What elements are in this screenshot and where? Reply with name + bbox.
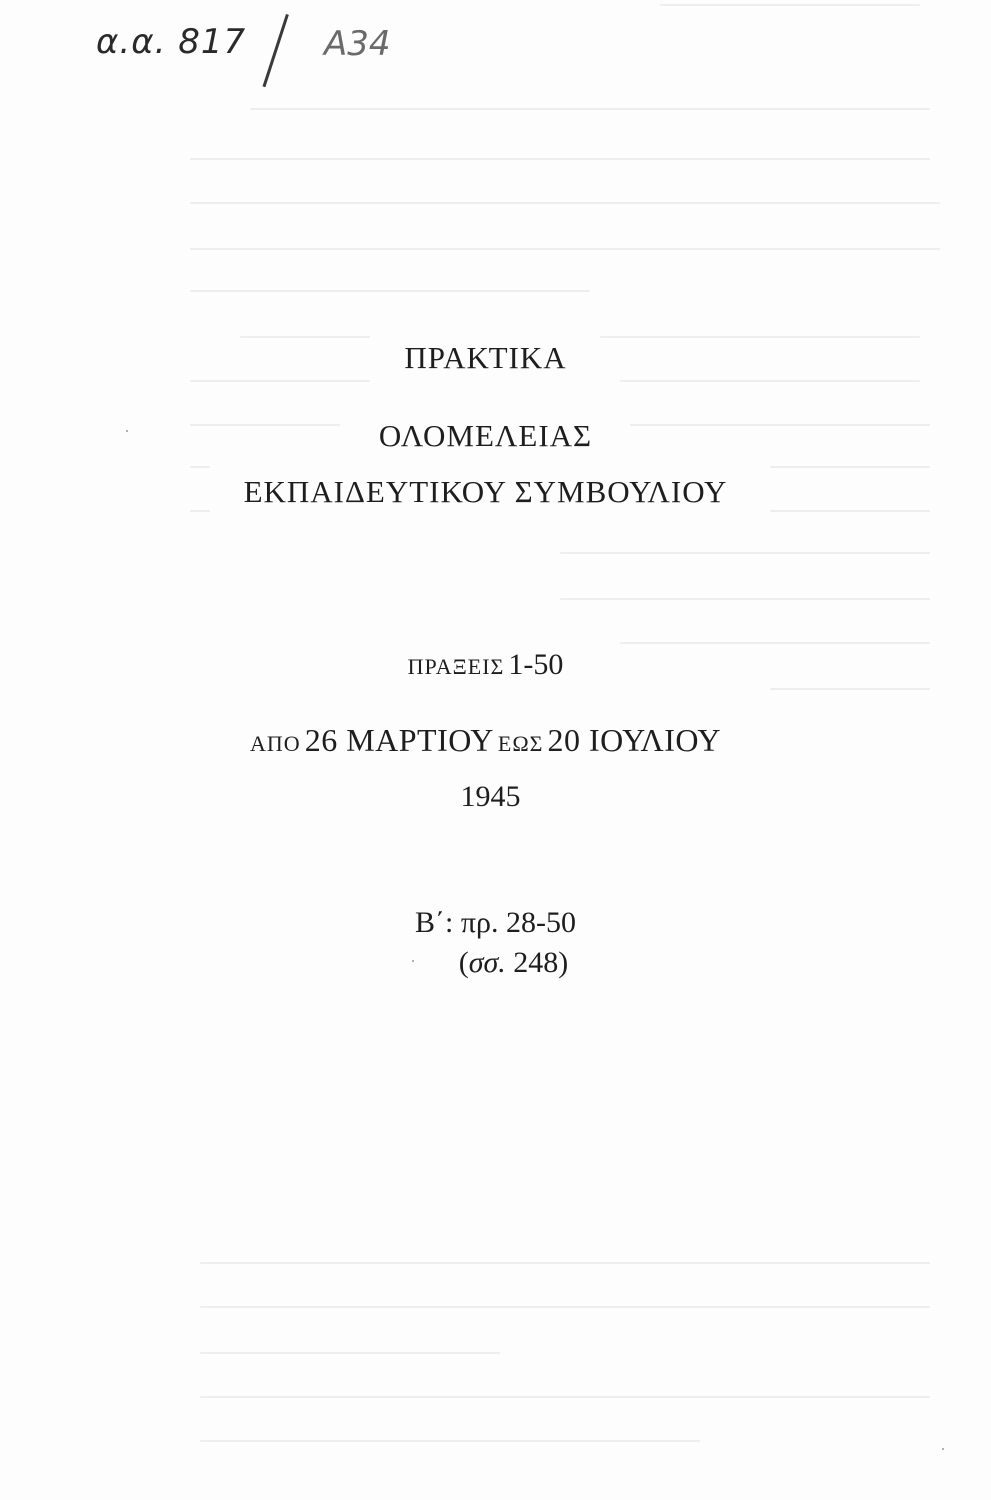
acts-range: 1-50 — [508, 648, 564, 681]
to-label: ΕΩΣ — [497, 731, 544, 756]
archive-code: Α34 — [324, 24, 391, 64]
handwritten-archive-mark — [96, 8, 426, 88]
speck — [126, 430, 128, 432]
acts-label: ΠΡΑΞΕΙΣ — [407, 654, 505, 679]
speck — [942, 1448, 944, 1450]
volume-label: Β΄: πρ. 28-50 — [415, 906, 576, 939]
year: 1945 — [460, 780, 521, 813]
from-label: ΑΠΟ — [250, 731, 301, 756]
document-title: ΠΡΑΚΤΙΚΑ — [404, 340, 567, 375]
archive-reference-number: α.α. 817 — [96, 22, 247, 62]
document-subtitle-line1: ΟΛΟΜΕΛΕΙΑΣ — [378, 418, 593, 453]
to-date: 20 ΙΟΥΛΙΟΥ — [547, 722, 721, 758]
acts-range-line — [0, 648, 981, 682]
pages-open-paren: ( — [458, 946, 469, 979]
speck — [412, 960, 414, 962]
document-subtitle-line2: ΕΚΠΑΙΔΕΥΤΙΚΟΥ ΣΥΜΒΟΥΛΙΟΥ — [243, 474, 728, 509]
pages-abbreviation: σσ. — [468, 946, 506, 979]
date-range-line — [0, 722, 981, 759]
handwritten-slash — [263, 14, 289, 87]
from-date: 26 ΜΑΡΤΙΟΥ — [304, 722, 494, 758]
page-count — [18, 946, 991, 980]
pages-count: 248) — [505, 946, 569, 979]
